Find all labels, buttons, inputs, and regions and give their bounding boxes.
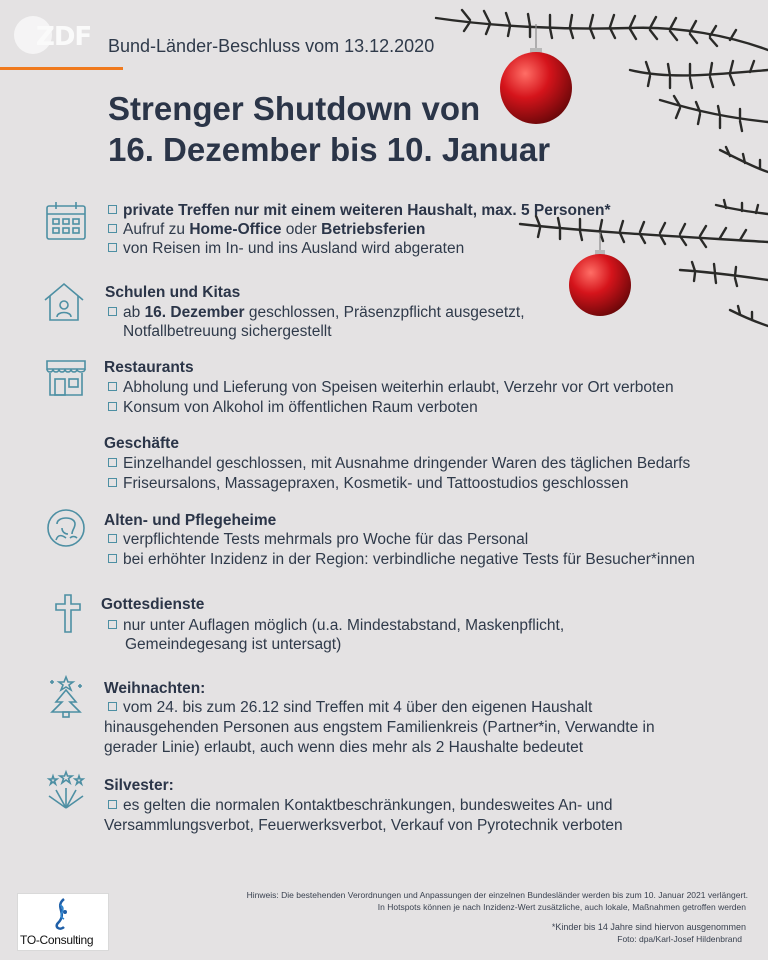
subtitle: Bund-Länder-Beschluss vom 13.12.2020 (108, 36, 435, 56)
zdf-logo (14, 14, 92, 58)
restaurants-heading: Restaurants (104, 359, 194, 376)
bullet-box (108, 702, 117, 711)
christmas-line-2: hinausgehenden Personen aus engstem Familienkreis (Partner*in, Verwandte in (104, 719, 655, 736)
zdf-logo-text: ZDF (36, 22, 92, 52)
newyear-line-2: Versammlungsverbot, Feuerwerksverbot, Verkauf von Pyrotechnik verboten (104, 817, 623, 834)
bullet-box (108, 307, 117, 316)
christmas-branch-decoration (430, 0, 768, 340)
bullet-box (108, 478, 117, 487)
bullet-box (108, 205, 117, 214)
photo-credit: Foto: dpa/Karl-Josef Hildenbrand (617, 934, 742, 944)
care-line-2: bei erhöhter Inzidenz in der Region: verbindliche negative Tests für Besucher*innen (108, 550, 695, 570)
calendar-icon (44, 200, 88, 244)
footer-note-2: In Hotspots können je nach Inzidenz-Wert zusätzliche, auch lokale, Maßnahmen getroffen werden (377, 902, 746, 912)
care-line-1: verpflichtende Tests mehrmals pro Woche für das Personal (108, 530, 528, 550)
to-consulting-logo (17, 893, 109, 951)
contacts-line-3: von Reisen im In- und ins Ausland wird abgeraten (108, 239, 464, 259)
bullet-box (108, 534, 117, 543)
cross-icon (46, 592, 90, 636)
schools-line-2: Notfallbetreuung sichergestellt (123, 323, 332, 340)
bullet-box (108, 554, 117, 563)
bullet-box (108, 382, 117, 391)
fireworks-icon (44, 766, 88, 810)
footer-note-3: *Kinder bis 14 Jahre sind hiervon ausgenommen (551, 922, 746, 932)
house-icon (42, 280, 86, 324)
newyear-heading: Silvester: (104, 777, 174, 794)
bullet-box (108, 224, 117, 233)
bullet-box (108, 800, 117, 809)
page-title-line-1: Strenger Shutdown von (108, 90, 481, 127)
storefront-icon (44, 355, 88, 399)
christmas-heading: Weihnachten: (104, 680, 206, 697)
accent-line (0, 67, 123, 70)
care-heading: Alten- und Pflegeheime (104, 512, 277, 529)
schools-line-1: ab 16. Dezember geschlossen, Präsenzpflicht ausgesetzt, (108, 303, 525, 323)
page-title (108, 88, 628, 170)
christmas-line-3: gerader Linie) erlaubt, auch wenn dies mehr als 2 Haushalte bedeutet (104, 739, 584, 756)
restaurants-line-2: Konsum von Alkohol im öffentlichen Raum verboten (108, 398, 478, 418)
bullet-box (108, 402, 117, 411)
church-line-2: Gemeindegesang ist untersagt) (125, 636, 342, 653)
christmas-tree-icon (44, 674, 88, 718)
shops-line-2: Friseursalons, Massagepraxen, Kosmetik- und Tattoostudios geschlossen (108, 474, 628, 494)
contacts-line-1: private Treffen nur mit einem weiteren Haushalt, max. 5 Personen* (108, 201, 611, 221)
restaurants-line-1: Abholung und Lieferung von Speisen weiterhin erlaubt, Verzehr vor Ort verboten (108, 378, 674, 398)
shops-line-1: Einzelhandel geschlossen, mit Ausnahme dringender Waren des täglichen Bedarfs (108, 454, 690, 474)
newyear-line-1: es gelten die normalen Kontaktbeschränkungen, bundesweites An- und (108, 796, 612, 816)
footer-note-1: Hinweis: Die bestehenden Verordnungen und Anpassungen der einzelnen Bundesländer werden bis zum 10. Januar 2021 verlängert. (246, 890, 748, 900)
contacts-line-2: Aufruf zu Home-Office oder Betriebsferien (108, 220, 425, 240)
shops-heading: Geschäfte (104, 435, 179, 452)
to-consulting-logo-text: TO-Consulting (20, 933, 94, 947)
elderly-person-icon (44, 506, 88, 550)
bullet-box (108, 243, 117, 252)
christmas-line-1: vom 24. bis zum 26.12 sind Treffen mit 4 über den eigenen Haushalt (108, 698, 592, 718)
church-line-1: nur unter Auflagen möglich (u.a. Mindestabstand, Maskenpflicht, (108, 616, 564, 636)
schools-heading: Schulen und Kitas (105, 284, 241, 301)
church-heading: Gottesdienste (101, 596, 205, 613)
bullet-box (108, 458, 117, 467)
page-title-line-2: 16. Dezember bis 10. Januar (108, 131, 551, 168)
to-consulting-logo-mark (46, 897, 76, 933)
bullet-box (108, 620, 117, 629)
